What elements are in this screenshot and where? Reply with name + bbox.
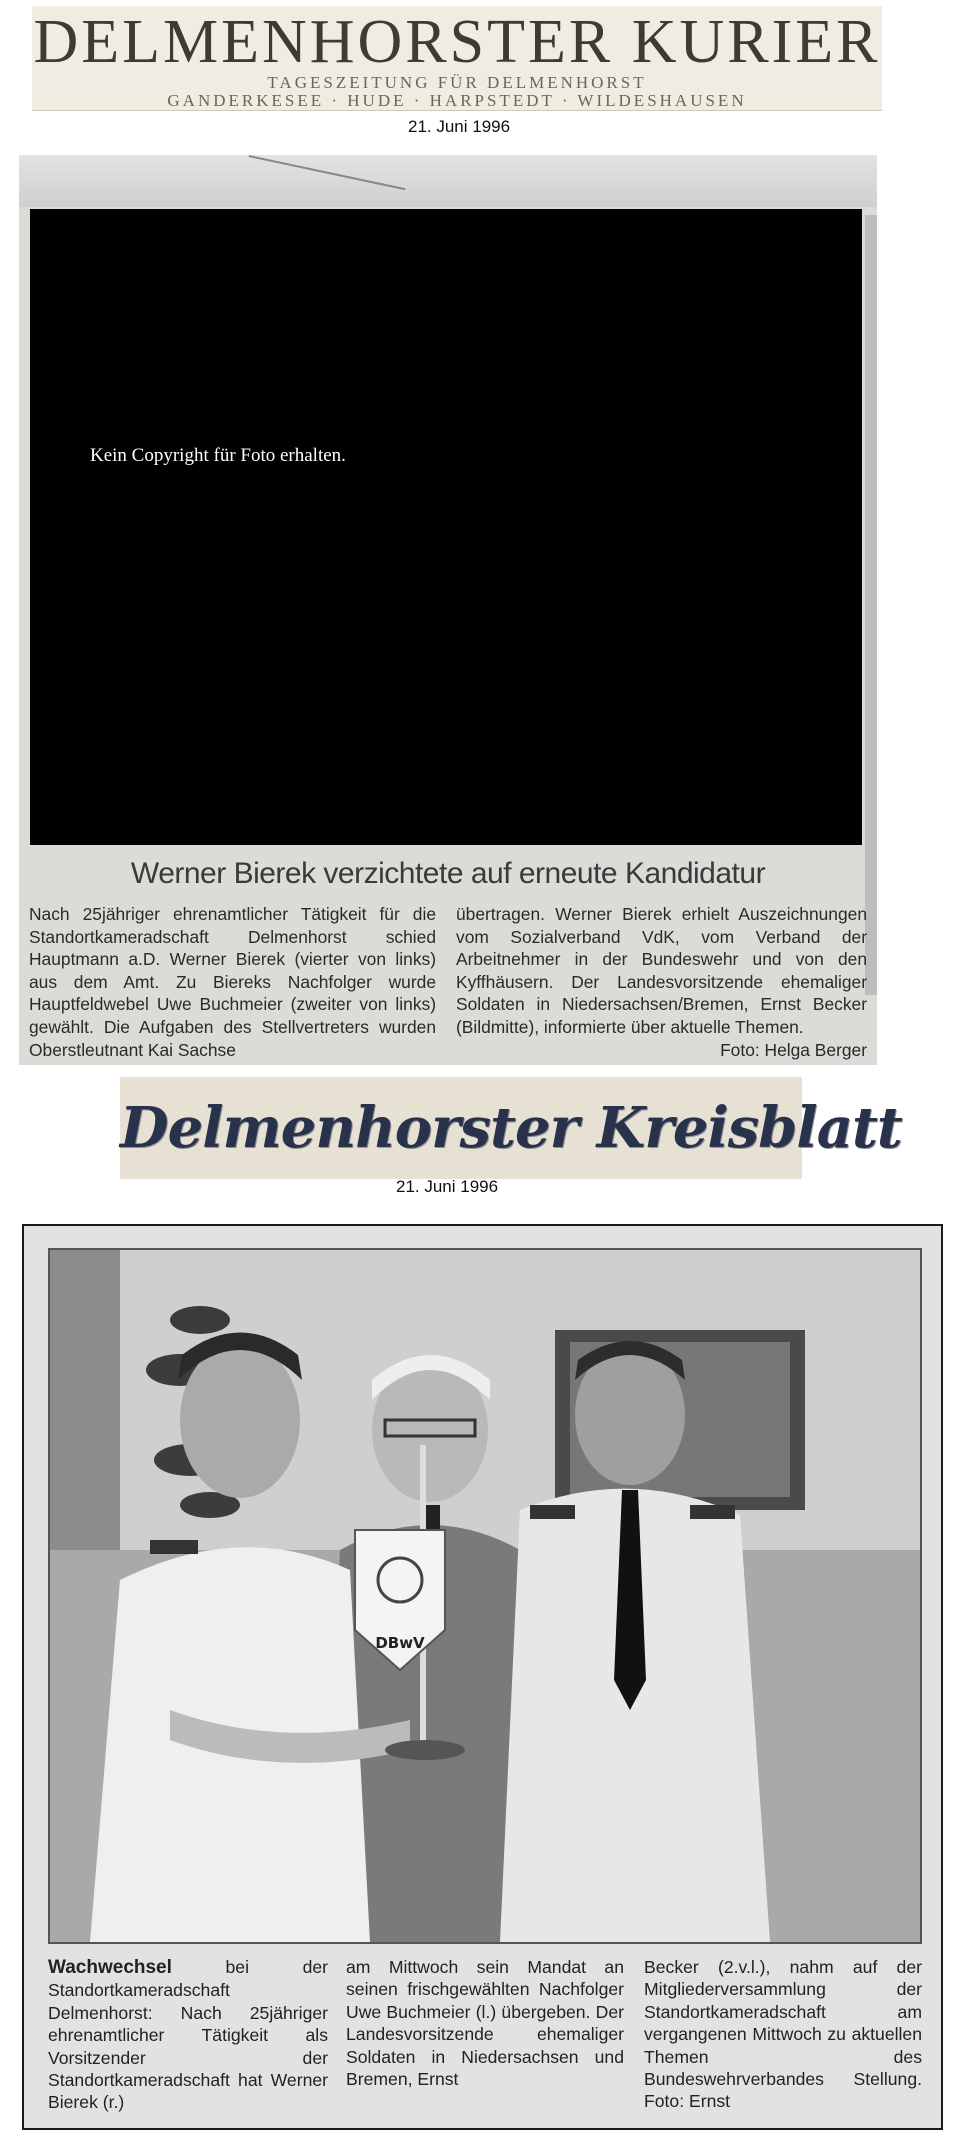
article-column-left: Nach 25jähriger ehrenamtlicher Tätigkeit für die Standortkameradschaft Delmenhorst schied Hauptmann a.D. Werner Bierek (vierter von links) aus dem Amt. Zu Biereks Nachfolger wurde Hauptfeldwebel Uwe Buchmeier (zweiter von links) gewählt. Die Aufgaben des Stellvertreters wurden Oberstleutnant Kai Sachse bbox=[29, 904, 436, 1060]
pennant-text: DBwV bbox=[375, 1634, 425, 1652]
caption-column-3: Becker (2.v.l.), nahm auf der Mitgliederversammlung der Standortkameradschaft am vergangenen Mittwoch zu aktuellen Themen des Bundeswehrverbandes Stellung. Foto: Ernst bbox=[644, 1957, 922, 2112]
article-column-right bbox=[456, 903, 867, 1061]
clipping1-date: 21. Juni 1996 bbox=[408, 117, 511, 136]
redacted-photo bbox=[30, 209, 862, 845]
masthead-delmenhorster-kurier bbox=[32, 6, 882, 111]
group-photo bbox=[48, 1248, 922, 1944]
clipping2-date: 21. Juni 1996 bbox=[396, 1177, 499, 1196]
newspaper-regions: GANDERKESEE · HUDE · HARPSTEDT · WILDESHAUSEN bbox=[167, 91, 747, 110]
masthead-delmenhorster-kreisblatt bbox=[120, 1077, 902, 1179]
caption-column-1 bbox=[48, 1956, 328, 2114]
article-headline: Werner Bierek verzichtete auf erneute Kandidatur bbox=[130, 857, 766, 890]
caption-column-2: am Mittwoch sein Mandat an seinen frischgewählten Nachfolger Uwe Buchmeier (l.) übergeben. Der Landesvorsitzende ehemaliger Soldaten in Niedersachsen und Bremen, Ernst bbox=[346, 1957, 624, 2090]
caption-column-1-text: bei der Standortkameradschaft Delmenhorst: Nach 25jähriger ehrenamtlicher Tätigkeit als Vorsitzender der Standortkameradschaft hat Werner Bierek (r.) bbox=[48, 1957, 328, 2113]
newspaper-name: Delmenhorster Kreisblatt bbox=[120, 1095, 902, 1161]
photo-illustration bbox=[50, 1250, 920, 1942]
photo-credit: Foto: Helga Berger bbox=[720, 1039, 867, 1060]
newspaper-name: DELMENHORSTER KURIER bbox=[33, 8, 881, 76]
newspaper-subtitle: TAGESZEITUNG FÜR DELMENHORST bbox=[267, 73, 647, 92]
newspaper-clipping-2 bbox=[22, 1224, 943, 2130]
photo-copyright-note: Kein Copyright für Foto erhalten. bbox=[90, 445, 346, 466]
newspaper-clipping-1 bbox=[19, 155, 877, 1065]
caption-lead: Wachwechsel bbox=[48, 1957, 172, 1978]
article-column-right-text: übertragen. Werner Bierek erhielt Auszeichnungen vom Sozialverband VdK, vom Verband der Arbeitnehmer in der Bundeswehr und von den Kyffhäusern. Der Landesvorsitzende ehemaliger Soldaten in Niedersachsen/Bremen, Ernst Becker (Bildmitte), informierte über aktuelle Themen. bbox=[456, 904, 867, 1037]
clipping-top-strip bbox=[19, 155, 877, 207]
